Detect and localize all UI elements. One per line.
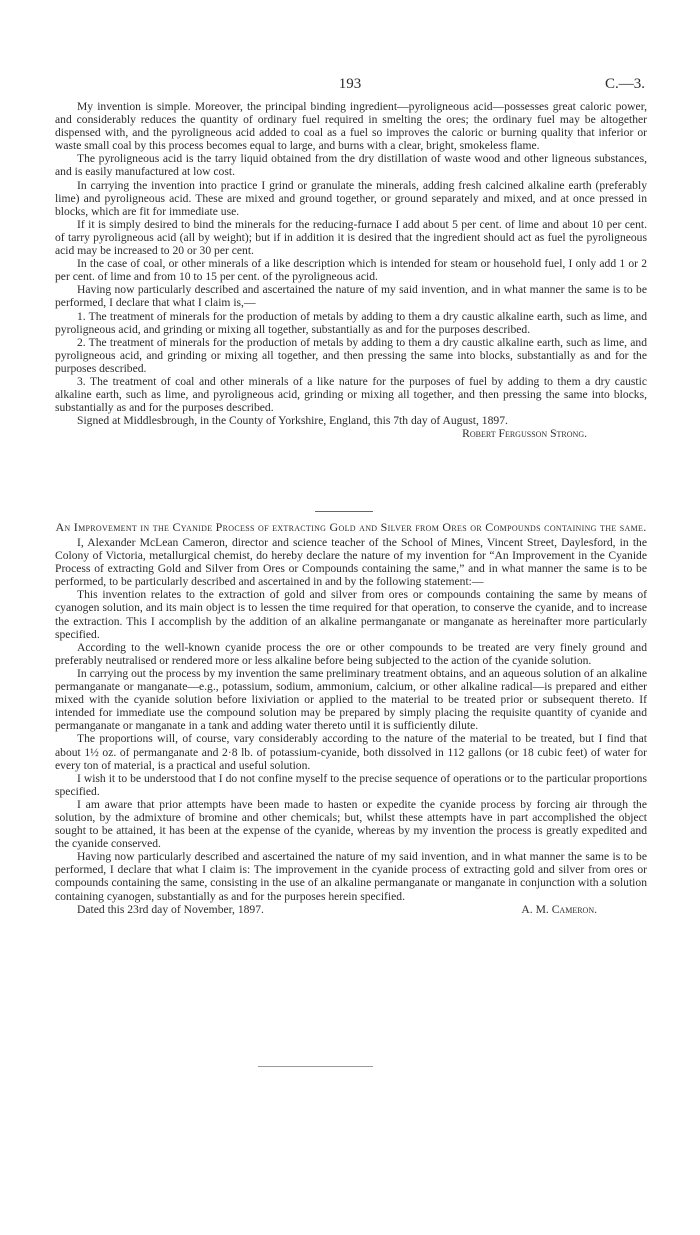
end-divider bbox=[258, 1066, 373, 1067]
patent-cameron-section bbox=[55, 520, 647, 916]
claim-2: 2. The treatment of minerals for the production of metals by adding to them a dry caustic alkaline earth, such as lime, and pyroligneous acid, and grinding or mixing all together, and then pressing the same into blocks, substantially as and for the purposes described. bbox=[55, 335, 647, 375]
page-number: 193 bbox=[338, 76, 362, 92]
claim-1: 1. The treatment of minerals for the production of metals by adding to them a dry caustic alkaline earth, such as lime, and pyroligneous acid, and grinding or mixing all together, substantially as and for the purposes described. bbox=[55, 309, 647, 336]
section-title: An Improvement in the Cyanide Process of extracting Gold and Silver from Ores or Compounds containing the same. bbox=[55, 520, 647, 534]
paragraph: According to the well-known cyanide process the ore or other compounds to be treated are very finely ground and preferably neutralised or rendered more or less alkaline before being subjected to the action of the cyanide solution. bbox=[55, 640, 647, 667]
paragraph: In carrying the invention into practice I grind or granulate the minerals, adding fresh calcined alkaline earth (preferably lime) and pyroligneous acid. These are mixed and ground together, or ground separately and mixed, and at once pressed in blocks, which are fit for immediate use. bbox=[55, 178, 647, 218]
document-reference: C.—3. bbox=[604, 76, 645, 92]
claim: Having now particularly described and ascertained the nature of my said invention, and in what manner the same is to be performed, I declare that what I claim is: The improvement in the cyanide process of extracting gold and silver from ores or compounds containing the same, consisting in the use of an alkaline permanganate or manganate in conjunction with a solution containing cyanogen, substantially as and for the purposes herein specified. bbox=[55, 850, 647, 903]
paragraph: The proportions will, of course, vary considerably according to the nature of the material to be treated, but I find that about 1½ oz. of permanganate and 2·8 lb. of potassium-cyanide, both dissolved in 112 gallons (or 18 cubic feet) of water for every ton of material, is a practical and useful solution. bbox=[55, 732, 647, 772]
paragraph: I wish it to be understood that I do not confine myself to the precise sequence of operations or to the particular proportions specified. bbox=[55, 771, 647, 798]
signature: A. M. Cameron. bbox=[521, 902, 597, 916]
signed-line: Signed at Middlesbrough, in the County of Yorkshire, England, this 7th day of August, 1897. bbox=[77, 414, 508, 428]
paragraph: I am aware that prior attempts have been made to hasten or expedite the cyanide process by forcing air through the solution, by the admixture of bromine and other chemicals; but, whilst these attempts have in part accomplished the object sought to be attained, it has been at the expense of the cyanide, whereas by my invention the process is greatly expedited and the cyanide conserved. bbox=[55, 797, 647, 851]
patent-strong-section bbox=[55, 100, 647, 440]
paragraph: In the case of coal, or other minerals of a like description which is intended for steam or household fuel, I only add 1 or 2 per cent. of lime and from 10 to 15 per cent. of the pyroligneous acid. bbox=[55, 257, 647, 284]
paragraph: In carrying out the process by my invention the same preliminary treatment obtains, and an aqueous solution of an alkaline permanganate or manganate—e.g., potassium, sodium, ammonium, calcium, or other alkaline radical—is prepared and either mixed with the cyanide solution before lixiviation or applied to the material to be treated prior or subsequent thereto. If intended for immediate use the compound solution may be prepared by simply placing the requisite quantity of cyanide and permanganate or manganate in a tank and adding water thereto until it is sufficiently dilute. bbox=[55, 666, 647, 733]
dated-line bbox=[55, 903, 647, 916]
paragraph: I, Alexander McLean Cameron, director and science teacher of the School of Mines, Vincent Street, Daylesford, in the Colony of Victoria, metallurgical chemist, do hereby declare the nature of my invention for “An Improvement in the Cyanide Process of extracting Gold and Silver from Ores or Compounds containing the same,” and in what manner the same is to be performed, to be particularly described and ascertained in and by the following statement:— bbox=[55, 536, 647, 589]
section-divider bbox=[315, 511, 373, 512]
date-text: Dated this 23rd day of November, 1897. bbox=[77, 902, 264, 916]
claim-3: 3. The treatment of coal and other minerals of a like nature for the purposes of fuel by adding to them a dry caustic alkaline earth, such as lime, and pyroligneous acid, grinding or mixing all together, and then pressing the same into blocks, substantially as and for the purposes described. bbox=[55, 374, 647, 415]
signature: Robert Fergusson Strong. bbox=[462, 427, 587, 441]
paragraph: If it is simply desired to bind the minerals for the reducing-furnace I add about 5 per cent. of lime and about 10 per cent. of tarry pyroligneous acid (all by weight); but if in addition it is desired that the ingredient should act as fuel the pyroligneous acid may be increased to 20 or 30 per cent. bbox=[55, 217, 647, 258]
paragraph: This invention relates to the extraction of gold and silver from ores or compounds containing the same by means of cyanogen solution, and its main object is to lessen the time required for that operation, to conserve the cyanide, and to increase the extraction. This I accomplish by the addition of an alkaline permanganate or manganate as hereinafter more particularly specified. bbox=[55, 588, 647, 641]
paragraph: Having now particularly described and ascertained the nature of my said invention, and in what manner the same is to be performed, I declare that what I claim is,— bbox=[55, 283, 647, 310]
paragraph: The pyroligneous acid is the tarry liquid obtained from the dry distillation of waste wood and other ligneous substances, and is easily manufactured at low cost. bbox=[55, 152, 647, 179]
paragraph: My invention is simple. Moreover, the principal binding ingredient—pyroligneous acid—possesses great caloric power, and considerably reduces the quantity of ordinary fuel required in smelting the ores; the ordinary fuel may be altogether dispensed with, and the pyroligneous acid added to coal as a fuel so improves the caloric or burning quality that inferior or waste small coal by this process becomes equal to large, and burns with a clear, bright, smokeless flame. bbox=[55, 100, 647, 153]
